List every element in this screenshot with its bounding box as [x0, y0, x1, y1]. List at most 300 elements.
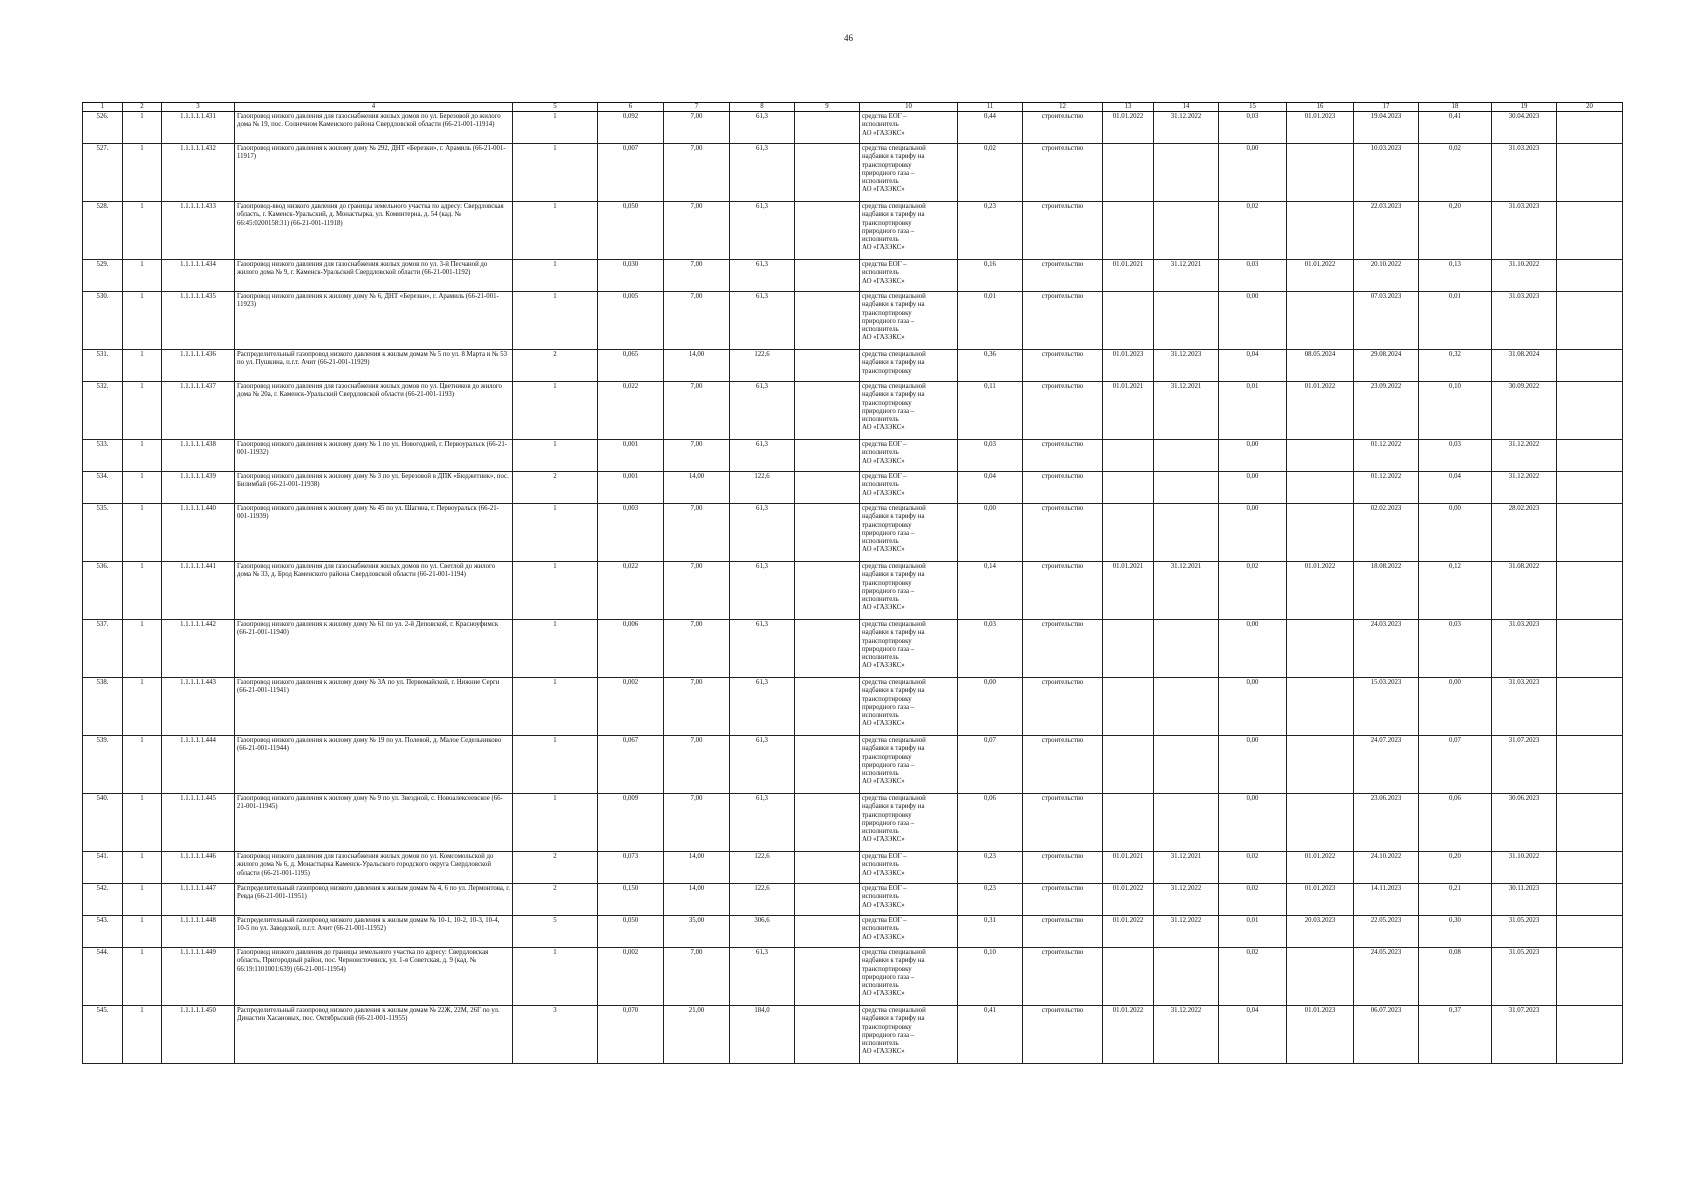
row-number: 535.: [83, 504, 123, 562]
end-date: [1154, 144, 1219, 202]
col5-value: 1: [513, 678, 598, 736]
object-name: Газопровод низкого давления к жилому дому № 9 по ул. Звездной, с. Новоалексеевское (66-21-001-11945): [235, 794, 513, 852]
start-date: [1103, 144, 1154, 202]
col11-value: 0,23: [958, 852, 1023, 884]
row-number: 534.: [83, 472, 123, 504]
table-row: [83, 260, 1623, 292]
commission-date: 28.02.2023: [1492, 504, 1557, 562]
col7-value: 14,00: [664, 884, 730, 916]
table-row: [83, 440, 1623, 472]
col11-value: 0,10: [958, 948, 1023, 1006]
end-date: [1154, 678, 1219, 736]
start-date: 01.01.2022: [1103, 112, 1154, 144]
col15-value: 0,00: [1219, 292, 1287, 350]
col18-value: 0,12: [1419, 562, 1492, 620]
col5-value: 3: [513, 1006, 598, 1064]
col11-value: 0,44: [958, 112, 1023, 144]
object-code: 1.1.1.1.1.442: [162, 620, 235, 678]
object-name: Газопровод низкого давления для газоснабжения жилых домов по ул. 3-й Песчаной до жилого дома № 9, г. Каменск-Уральский Свердловской области (66-21-001-1192): [235, 260, 513, 292]
length-km: 0,007: [598, 144, 664, 202]
col7-value: 14,00: [664, 350, 730, 382]
column-header-14: 14: [1154, 103, 1219, 112]
work-type: строительство: [1023, 916, 1103, 948]
table-row: [83, 620, 1623, 678]
row-number: 530.: [83, 292, 123, 350]
col9-value: [795, 144, 860, 202]
table-row: [83, 852, 1623, 884]
col7-value: 7,00: [664, 382, 730, 440]
col20-value: [1557, 562, 1623, 620]
col20-value: [1557, 884, 1623, 916]
table-row: [83, 382, 1623, 440]
object-code: 1.1.1.1.1.450: [162, 1006, 235, 1064]
column-header-1: 1: [83, 103, 123, 112]
col15-value: 0,00: [1219, 736, 1287, 794]
col5-value: 2: [513, 472, 598, 504]
col5-value: 2: [513, 884, 598, 916]
col2-value: 1: [123, 736, 162, 794]
col15-value: 0,03: [1219, 260, 1287, 292]
funding-source: средства специальной надбавки к тарифу на транспортировку природного газа – исполнитель АО «ГАЗЭКС»: [860, 202, 958, 260]
col7-value: 7,00: [664, 112, 730, 144]
col16-date: [1287, 794, 1354, 852]
col17-date: 24.05.2023: [1354, 948, 1419, 1006]
object-name: Газопровод низкого давления к жилому дому № 3А по ул. Первомайской, г. Нижние Серги (66-21-001-11941): [235, 678, 513, 736]
col7-value: 7,00: [664, 678, 730, 736]
col9-value: [795, 382, 860, 440]
col17-date: 02.02.2023: [1354, 504, 1419, 562]
object-code: 1.1.1.1.1.438: [162, 440, 235, 472]
row-number: 543.: [83, 916, 123, 948]
col15-value: 0,00: [1219, 144, 1287, 202]
col16-date: [1287, 620, 1354, 678]
col7-value: 7,00: [664, 620, 730, 678]
funding-source: средства специальной надбавки к тарифу на транспортировку природного газа – исполнитель АО «ГАЗЭКС»: [860, 948, 958, 1006]
length-km: 0,150: [598, 884, 664, 916]
col11-value: 0,14: [958, 562, 1023, 620]
object-code: 1.1.1.1.1.441: [162, 562, 235, 620]
col8-value: 184,0: [730, 1006, 795, 1064]
work-type: строительство: [1023, 736, 1103, 794]
funding-source: средства специальной надбавки к тарифу на транспортировку природного газа – исполнитель АО «ГАЗЭКС»: [860, 504, 958, 562]
row-number: 538.: [83, 678, 123, 736]
col17-date: 18.08.2022: [1354, 562, 1419, 620]
commission-date: 31.05.2023: [1492, 948, 1557, 1006]
col18-value: 0,00: [1419, 678, 1492, 736]
object-code: 1.1.1.1.1.446: [162, 852, 235, 884]
object-code: 1.1.1.1.1.449: [162, 948, 235, 1006]
col15-value: 0,01: [1219, 916, 1287, 948]
col20-value: [1557, 678, 1623, 736]
work-type: строительство: [1023, 1006, 1103, 1064]
start-date: 01.01.2022: [1103, 884, 1154, 916]
col8-value: 61,3: [730, 292, 795, 350]
col17-date: 23.09.2022: [1354, 382, 1419, 440]
funding-source: средства специальной надбавки к тарифу на транспортировку природного газа – исполнитель АО «ГАЗЭКС»: [860, 794, 958, 852]
row-number: 533.: [83, 440, 123, 472]
col2-value: 1: [123, 472, 162, 504]
col7-value: 7,00: [664, 260, 730, 292]
object-code: 1.1.1.1.1.431: [162, 112, 235, 144]
col8-value: 61,3: [730, 562, 795, 620]
col16-date: [1287, 144, 1354, 202]
col8-value: 61,3: [730, 948, 795, 1006]
col11-value: 0,36: [958, 350, 1023, 382]
col18-value: 0,30: [1419, 916, 1492, 948]
funding-source: средства специальной надбавки к тарифу на транспортировку природного газа – исполнитель АО «ГАЗЭКС»: [860, 736, 958, 794]
table-row: [83, 678, 1623, 736]
commission-date: 31.08.2024: [1492, 350, 1557, 382]
start-date: 01.01.2021: [1103, 382, 1154, 440]
object-name: Распределительный газопровод низкого давления к жилым домам № 5 по ул. 8 Марта и № 53 по ул. Пушкина, п.г.т. Ачит (66-21-001-11929): [235, 350, 513, 382]
col17-date: 07.03.2023: [1354, 292, 1419, 350]
object-name: Газопровод низкого давления до границы земельного участка по адресу: Свердловская область, Пригородный район, пос. Черноисточинск, ул. 1-я Советская, д. 9 (кад. № 66:19:1101001:639) (66-21-001-11954): [235, 948, 513, 1006]
col5-value: 1: [513, 736, 598, 794]
work-type: строительство: [1023, 350, 1103, 382]
col20-value: [1557, 852, 1623, 884]
col8-value: 61,3: [730, 678, 795, 736]
column-header-19: 19: [1492, 103, 1557, 112]
col20-value: [1557, 292, 1623, 350]
object-code: 1.1.1.1.1.448: [162, 916, 235, 948]
table-row: [83, 202, 1623, 260]
col17-date: 29.08.2024: [1354, 350, 1419, 382]
funding-source: средства специальной надбавки к тарифу на транспортировку природного газа – исполнитель АО «ГАЗЭКС»: [860, 1006, 958, 1064]
column-header-6: 6: [598, 103, 664, 112]
col16-date: 01.01.2022: [1287, 852, 1354, 884]
work-type: строительство: [1023, 440, 1103, 472]
col17-date: 24.10.2022: [1354, 852, 1419, 884]
row-number: 526.: [83, 112, 123, 144]
col15-value: 0,02: [1219, 948, 1287, 1006]
work-type: строительство: [1023, 260, 1103, 292]
col2-value: 1: [123, 794, 162, 852]
table-row: [83, 144, 1623, 202]
col9-value: [795, 794, 860, 852]
object-code: 1.1.1.1.1.444: [162, 736, 235, 794]
col11-value: 0,04: [958, 472, 1023, 504]
col2-value: 1: [123, 112, 162, 144]
row-number: 528.: [83, 202, 123, 260]
work-type: строительство: [1023, 292, 1103, 350]
end-date: 31.12.2022: [1154, 884, 1219, 916]
col7-value: 7,00: [664, 504, 730, 562]
row-number: 544.: [83, 948, 123, 1006]
object-name: Распределительный газопровод низкого давления к жилым домам № 10-1, 10-2, 10-3, 10-4, 10-5 по ул. Заводской, п.г.т. Ачит (66-21-001-11952): [235, 916, 513, 948]
col20-value: [1557, 504, 1623, 562]
length-km: 0,022: [598, 382, 664, 440]
row-number: 527.: [83, 144, 123, 202]
commission-date: 31.12.2022: [1492, 472, 1557, 504]
col20-value: [1557, 112, 1623, 144]
col17-date: 23.06.2023: [1354, 794, 1419, 852]
row-number: 541.: [83, 852, 123, 884]
object-code: 1.1.1.1.1.437: [162, 382, 235, 440]
column-header-2: 2: [123, 103, 162, 112]
end-date: [1154, 620, 1219, 678]
column-header-7: 7: [664, 103, 730, 112]
length-km: 0,001: [598, 440, 664, 472]
length-km: 0,050: [598, 916, 664, 948]
col5-value: 1: [513, 112, 598, 144]
col9-value: [795, 1006, 860, 1064]
work-type: строительство: [1023, 144, 1103, 202]
col15-value: 0,00: [1219, 472, 1287, 504]
work-type: строительство: [1023, 620, 1103, 678]
col15-value: 0,04: [1219, 350, 1287, 382]
col15-value: 0,01: [1219, 382, 1287, 440]
col16-date: [1287, 504, 1354, 562]
end-date: 31.12.2021: [1154, 562, 1219, 620]
col18-value: 0,07: [1419, 736, 1492, 794]
start-date: [1103, 504, 1154, 562]
object-name: Распределительный газопровод низкого давления к жилым домам № 4, 6 по ул. Лермонтова, г. Ревда (66-21-001-11951): [235, 884, 513, 916]
col11-value: 0,01: [958, 292, 1023, 350]
col15-value: 0,00: [1219, 794, 1287, 852]
col20-value: [1557, 620, 1623, 678]
start-date: [1103, 678, 1154, 736]
row-number: 532.: [83, 382, 123, 440]
col8-value: 61,3: [730, 736, 795, 794]
col20-value: [1557, 794, 1623, 852]
col20-value: [1557, 202, 1623, 260]
start-date: [1103, 202, 1154, 260]
col18-value: 0,41: [1419, 112, 1492, 144]
end-date: [1154, 202, 1219, 260]
col15-value: 0,00: [1219, 678, 1287, 736]
col20-value: [1557, 382, 1623, 440]
col15-value: 0,00: [1219, 440, 1287, 472]
funding-source: средства специальной надбавки к тарифу на транспортировку природного газа – исполнитель АО «ГАЗЭКС»: [860, 620, 958, 678]
column-header-10: 10: [860, 103, 958, 112]
col16-date: 01.01.2023: [1287, 112, 1354, 144]
column-header-13: 13: [1103, 103, 1154, 112]
funding-source: средства ЕОГ – исполнитель АО «ГАЗЭКС»: [860, 884, 958, 916]
object-name: Газопровод низкого давления к жилому дому № 292, ДНТ «Березки», г. Арамиль (66-21-001-11917): [235, 144, 513, 202]
object-code: 1.1.1.1.1.432: [162, 144, 235, 202]
col5-value: 1: [513, 292, 598, 350]
start-date: [1103, 620, 1154, 678]
col17-date: 22.03.2023: [1354, 202, 1419, 260]
col20-value: [1557, 1006, 1623, 1064]
column-header-4: 4: [235, 103, 513, 112]
col16-date: 01.01.2022: [1287, 382, 1354, 440]
col15-value: 0,00: [1219, 620, 1287, 678]
col8-value: 122,6: [730, 884, 795, 916]
funding-source: средства ЕОГ – исполнитель АО «ГАЗЭКС»: [860, 916, 958, 948]
table-row: [83, 350, 1623, 382]
col8-value: 61,3: [730, 504, 795, 562]
col11-value: 0,23: [958, 884, 1023, 916]
col9-value: [795, 440, 860, 472]
col9-value: [795, 260, 860, 292]
funding-source: средства специальной надбавки к тарифу на транспортировку природного газа – исполнитель АО «ГАЗЭКС»: [860, 678, 958, 736]
col20-value: [1557, 948, 1623, 1006]
col16-date: 01.01.2023: [1287, 884, 1354, 916]
work-type: строительство: [1023, 504, 1103, 562]
col8-value: 122,6: [730, 472, 795, 504]
col5-value: 2: [513, 852, 598, 884]
col8-value: 61,3: [730, 382, 795, 440]
funding-source: средства специальной надбавки к тарифу на транспортировку природного газа – исполнитель АО «ГАЗЭКС»: [860, 382, 958, 440]
object-name: Газопровод низкого давления к жилому дому № 1 по ул. Новогодней, г. Первоуральск (66-21-001-11932): [235, 440, 513, 472]
col18-value: 0,04: [1419, 472, 1492, 504]
work-type: строительство: [1023, 678, 1103, 736]
end-date: [1154, 948, 1219, 1006]
column-header-3: 3: [162, 103, 235, 112]
col16-date: 01.01.2023: [1287, 1006, 1354, 1064]
end-date: 31.12.2021: [1154, 260, 1219, 292]
table-row: [83, 112, 1623, 144]
col16-date: [1287, 440, 1354, 472]
col18-value: 0,20: [1419, 202, 1492, 260]
start-date: [1103, 736, 1154, 794]
col5-value: 1: [513, 504, 598, 562]
col7-value: 14,00: [664, 472, 730, 504]
col20-value: [1557, 916, 1623, 948]
work-type: строительство: [1023, 852, 1103, 884]
col16-date: [1287, 292, 1354, 350]
col9-value: [795, 562, 860, 620]
commission-date: 31.10.2022: [1492, 852, 1557, 884]
commission-date: 31.03.2023: [1492, 292, 1557, 350]
col18-value: 0,02: [1419, 144, 1492, 202]
col8-value: 61,3: [730, 440, 795, 472]
object-code: 1.1.1.1.1.447: [162, 884, 235, 916]
work-type: строительство: [1023, 562, 1103, 620]
col2-value: 1: [123, 884, 162, 916]
length-km: 0,005: [598, 292, 664, 350]
col9-value: [795, 852, 860, 884]
col18-value: 0,03: [1419, 440, 1492, 472]
col20-value: [1557, 144, 1623, 202]
col17-date: 06.07.2023: [1354, 1006, 1419, 1064]
commission-date: 31.03.2023: [1492, 620, 1557, 678]
col9-value: [795, 884, 860, 916]
length-km: 0,002: [598, 948, 664, 1006]
col2-value: 1: [123, 1006, 162, 1064]
column-number-row: [83, 103, 1623, 112]
col16-date: [1287, 948, 1354, 1006]
col5-value: 1: [513, 562, 598, 620]
col17-date: 14.11.2023: [1354, 884, 1419, 916]
object-name: Газопровод низкого давления для газоснабжения жилых домов по ул. Светлой до жилого дома № 33, д. Брод Каменского района Свердловской области (66-21-001-1194): [235, 562, 513, 620]
col9-value: [795, 350, 860, 382]
funding-source: средства ЕОГ – исполнитель АО «ГАЗЭКС»: [860, 440, 958, 472]
row-number: 531.: [83, 350, 123, 382]
row-number: 536.: [83, 562, 123, 620]
col17-date: 15.03.2023: [1354, 678, 1419, 736]
col18-value: 0,03: [1419, 620, 1492, 678]
col7-value: 7,00: [664, 794, 730, 852]
object-name: Газопровод низкого давления к жилому дому № 19 по ул. Полевой, д. Малое Седельниково (66-21-001-11944): [235, 736, 513, 794]
column-header-16: 16: [1287, 103, 1354, 112]
col11-value: 0,03: [958, 620, 1023, 678]
start-date: 01.01.2022: [1103, 916, 1154, 948]
col5-value: 1: [513, 260, 598, 292]
row-number: 540.: [83, 794, 123, 852]
col17-date: 22.05.2023: [1354, 916, 1419, 948]
object-name: Газопровод низкого давления к жилому дому № 61 по ул. 2-й Деповской, г. Красноуфимск (66-21-001-11940): [235, 620, 513, 678]
commission-date: 31.05.2023: [1492, 916, 1557, 948]
col16-date: [1287, 472, 1354, 504]
row-number: 542.: [83, 884, 123, 916]
commission-date: 31.07.2023: [1492, 736, 1557, 794]
table-row: [83, 472, 1623, 504]
work-type: строительство: [1023, 794, 1103, 852]
length-km: 0,070: [598, 1006, 664, 1064]
length-km: 0,065: [598, 350, 664, 382]
end-date: 31.12.2021: [1154, 852, 1219, 884]
end-date: [1154, 504, 1219, 562]
funding-source: средства ЕОГ – исполнитель АО «ГАЗЭКС»: [860, 472, 958, 504]
col7-value: 7,00: [664, 948, 730, 1006]
table-row: [83, 916, 1623, 948]
object-code: 1.1.1.1.1.434: [162, 260, 235, 292]
col8-value: 61,3: [730, 144, 795, 202]
col11-value: 0,00: [958, 678, 1023, 736]
object-name: Газопровод низкого давления к жилому дому № 45 по ул. Шагина, г. Первоуральск (66-21-001-11939): [235, 504, 513, 562]
commission-date: 30.11.2023: [1492, 884, 1557, 916]
col15-value: 0,00: [1219, 504, 1287, 562]
length-km: 0,092: [598, 112, 664, 144]
col8-value: 61,3: [730, 112, 795, 144]
end-date: [1154, 440, 1219, 472]
column-header-17: 17: [1354, 103, 1419, 112]
end-date: [1154, 794, 1219, 852]
col9-value: [795, 112, 860, 144]
end-date: 31.12.2022: [1154, 916, 1219, 948]
col16-date: [1287, 736, 1354, 794]
col7-value: 7,00: [664, 440, 730, 472]
object-name: Газопровод-ввод низкого давления до границы земельного участка по адресу: Свердловская область, г. Каменск-Уральский, д. Монастырка, ул. Коминтерна, д. 54 (кад. № 66:45:0200158:31) (66-21-001-11918): [235, 202, 513, 260]
col17-date: 24.03.2023: [1354, 620, 1419, 678]
length-km: 0,030: [598, 260, 664, 292]
col2-value: 1: [123, 350, 162, 382]
col20-value: [1557, 350, 1623, 382]
column-header-18: 18: [1419, 103, 1492, 112]
funding-source: средства специальной надбавки к тарифу на транспортировку природного газа – исполнитель АО «ГАЗЭКС»: [860, 562, 958, 620]
object-code: 1.1.1.1.1.443: [162, 678, 235, 736]
col20-value: [1557, 472, 1623, 504]
length-km: 0,006: [598, 620, 664, 678]
col7-value: 35,00: [664, 916, 730, 948]
col11-value: 0,03: [958, 440, 1023, 472]
col18-value: 0,10: [1419, 382, 1492, 440]
col2-value: 1: [123, 852, 162, 884]
row-number: 539.: [83, 736, 123, 794]
col15-value: 0,02: [1219, 562, 1287, 620]
end-date: [1154, 292, 1219, 350]
length-km: 0,050: [598, 202, 664, 260]
column-header-8: 8: [730, 103, 795, 112]
funding-source: средства специальной надбавки к тарифу на транспортировку природного газа – исполнитель АО «ГАЗЭКС»: [860, 144, 958, 202]
object-name: Газопровод низкого давления к жилому дому № 6, ДНТ «Березки», г. Арамиль (66-21-001-11923): [235, 292, 513, 350]
col9-value: [795, 472, 860, 504]
col18-value: 0,06: [1419, 794, 1492, 852]
col18-value: 0,08: [1419, 948, 1492, 1006]
commission-date: 30.06.2023: [1492, 794, 1557, 852]
start-date: 01.01.2021: [1103, 852, 1154, 884]
col9-value: [795, 202, 860, 260]
col9-value: [795, 620, 860, 678]
col11-value: 0,11: [958, 382, 1023, 440]
table-row: [83, 504, 1623, 562]
object-code: 1.1.1.1.1.436: [162, 350, 235, 382]
start-date: [1103, 948, 1154, 1006]
row-number: 529.: [83, 260, 123, 292]
col16-date: [1287, 678, 1354, 736]
